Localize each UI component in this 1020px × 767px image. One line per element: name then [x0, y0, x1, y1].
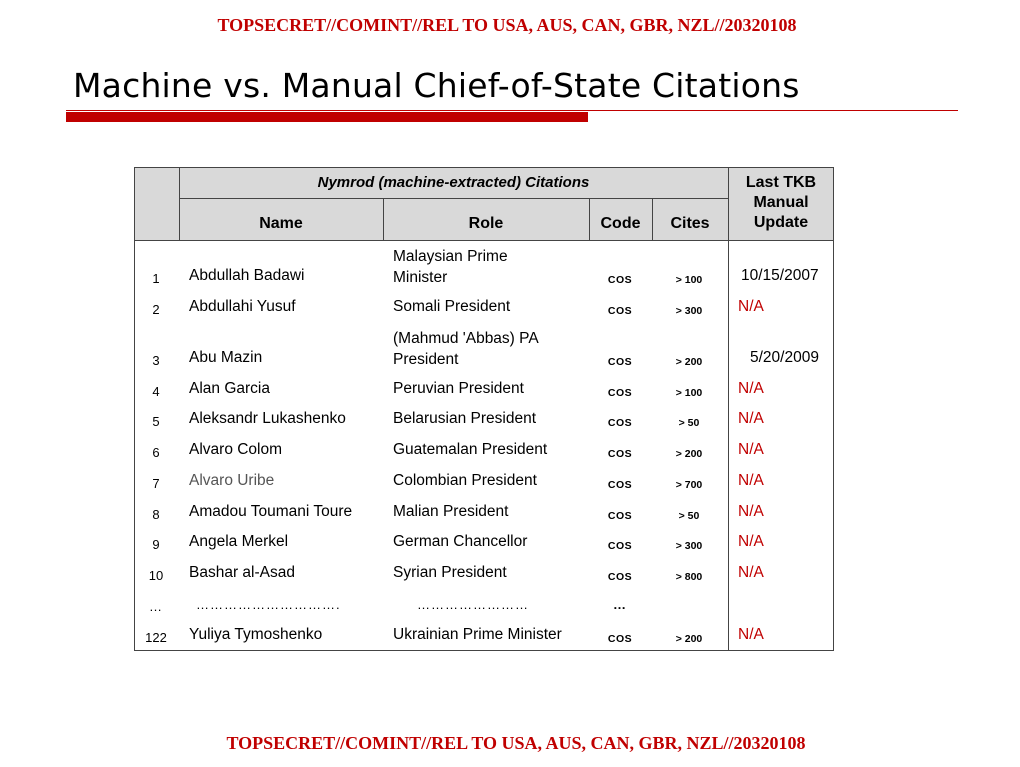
- classification-banner-bottom: TOPSECRET//COMINT//REL TO USA, AUS, CAN, GBR, NZL//20320108: [226, 733, 806, 753]
- chief-role: Somali President: [393, 298, 511, 315]
- chief-name: Alvaro Uribe: [189, 472, 275, 489]
- citation-code: COS: [607, 305, 633, 317]
- chief-role: Syrian President: [393, 564, 507, 581]
- chief-role: Ukrainian Prime Minister: [393, 626, 562, 643]
- header-divider: [179, 198, 728, 199]
- chief-role: Malian President: [393, 503, 509, 520]
- chief-name: Bashar al-Asad: [189, 564, 295, 581]
- last-update: N/A: [738, 380, 764, 397]
- row-number: 5: [152, 414, 160, 429]
- cites-count: > 300: [675, 305, 703, 317]
- cites-count: > 700: [675, 479, 703, 491]
- row-number: 6: [152, 445, 160, 460]
- cites-count: > 100: [675, 274, 703, 286]
- chief-role: German Chancellor: [393, 533, 528, 550]
- citation-code: COS: [607, 448, 633, 460]
- group-header: Nymrod (machine-extracted) Citations: [317, 174, 590, 191]
- row-number: 3: [152, 353, 160, 368]
- citation-code: COS: [607, 417, 633, 429]
- last-update: N/A: [738, 533, 764, 550]
- chief-name: Aleksandr Lukashenko: [189, 410, 346, 427]
- col-header-code: Code: [600, 215, 641, 232]
- chief-name: Alvaro Colom: [189, 441, 283, 458]
- chief-role: Guatemalan President: [393, 441, 548, 458]
- chief-name: Abdullahi Yusuf: [189, 298, 296, 315]
- last-update: N/A: [738, 410, 764, 427]
- code-ellipsis: …: [613, 597, 627, 612]
- row-number: 4: [152, 384, 160, 399]
- row-number: 7: [152, 476, 160, 491]
- cites-count: > 50: [678, 417, 700, 429]
- row-number: 8: [152, 507, 160, 522]
- col-header-cites: Cites: [670, 215, 710, 232]
- cites-count: > 100: [675, 387, 703, 399]
- citation-code: COS: [607, 274, 633, 286]
- col-header-last-update: Last TKB Manual Update: [745, 174, 817, 231]
- cites-count: > 200: [675, 356, 703, 368]
- citations-table: [134, 167, 834, 651]
- last-update: N/A: [738, 472, 764, 489]
- citation-code: COS: [607, 540, 633, 552]
- chief-name: Angela Merkel: [189, 533, 289, 550]
- last-update: 10/15/2007: [741, 267, 819, 284]
- chief-role: Belarusian President: [393, 410, 537, 427]
- chief-role: Colombian President: [393, 472, 537, 489]
- chief-role: Malaysian Prime Minister: [393, 248, 508, 286]
- last-update: N/A: [738, 298, 764, 315]
- role-ellipsis: ……………………: [417, 597, 529, 612]
- cites-count: > 50: [678, 510, 700, 522]
- col-header-role: Role: [468, 215, 504, 232]
- classification-banner-top: TOPSECRET//COMINT//REL TO USA, AUS, CAN, GBR, NZL//20320108: [217, 15, 797, 35]
- col-line-cites: [728, 167, 729, 651]
- last-update: N/A: [738, 564, 764, 581]
- chief-role: (Mahmud 'Abbas) PA President: [393, 330, 539, 368]
- last-update: N/A: [738, 503, 764, 520]
- last-update: 5/20/2009: [750, 349, 819, 366]
- row-number-ellipsis: …: [149, 599, 163, 614]
- row-number: 122: [145, 630, 167, 645]
- title-rule-thin: [66, 110, 958, 111]
- row-number: 9: [152, 537, 160, 552]
- name-ellipsis: ………………………….: [196, 597, 341, 612]
- chief-name: Abdullah Badawi: [189, 267, 305, 284]
- header-bottom-line: [134, 240, 834, 241]
- cites-count: > 800: [675, 571, 703, 583]
- col-header-name: Name: [259, 215, 303, 232]
- chief-name: Abu Mazin: [189, 349, 263, 366]
- cites-count: > 200: [675, 633, 703, 645]
- row-number: 1: [152, 271, 160, 286]
- chief-name: Alan Garcia: [189, 380, 270, 397]
- chief-role: Peruvian President: [393, 380, 524, 397]
- row-number: 2: [152, 302, 160, 317]
- row-number: 10: [148, 568, 164, 583]
- slide-title: Machine vs. Manual Chief-of-State Citations: [73, 66, 800, 105]
- citation-code: COS: [607, 479, 633, 491]
- citation-code: COS: [607, 387, 633, 399]
- cites-count: > 300: [675, 540, 703, 552]
- chief-name: Amadou Toumani Toure: [189, 503, 353, 520]
- citation-code: COS: [607, 510, 633, 522]
- last-update: N/A: [738, 441, 764, 458]
- citation-code: COS: [607, 633, 633, 645]
- title-rule-thick: [66, 112, 588, 122]
- chief-name: Yuliya Tymoshenko: [189, 626, 323, 643]
- last-update: N/A: [738, 626, 764, 643]
- cites-count: > 200: [675, 448, 703, 460]
- citation-code: COS: [607, 356, 633, 368]
- citation-code: COS: [607, 571, 633, 583]
